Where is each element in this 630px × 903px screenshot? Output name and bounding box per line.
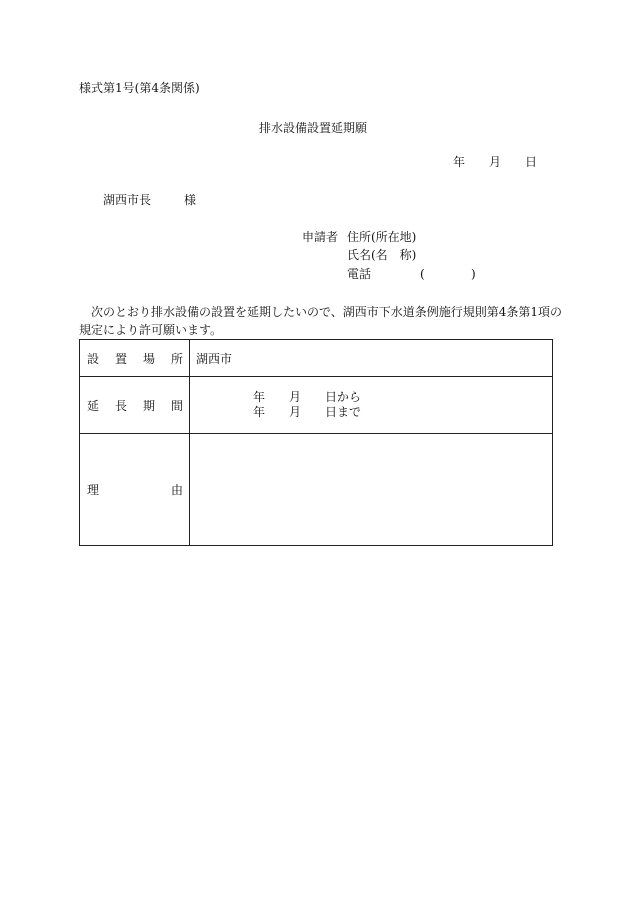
reason-value[interactable] (190, 434, 553, 546)
period-label (80, 377, 190, 434)
location-label-char: 場 (142, 351, 155, 366)
application-table (79, 339, 553, 546)
location-row (80, 340, 553, 377)
date-day: 日 (525, 155, 538, 169)
date-line (453, 155, 537, 169)
location-label-char: 置 (114, 351, 127, 366)
period-to-year: 年 (253, 405, 266, 419)
location-label-char: 設 (87, 351, 100, 366)
period-from (253, 390, 361, 404)
document-title: 排水設備設置延期願 (259, 121, 368, 135)
period-from-day: 日から (325, 390, 362, 404)
form-number: 様式第1号(第4条関係) (79, 81, 200, 95)
phone-paren-close: ) (471, 267, 476, 281)
addressee-name: 湖西市長 (103, 193, 152, 207)
period-to (253, 405, 361, 419)
period-label-char: 期 (142, 398, 155, 413)
applicant-address-label: 住所(所在地) (347, 230, 417, 244)
addressee-honorific: 様 (184, 193, 197, 207)
body-text-line1: 次のとおり排水設備の設置を延期したいので、湖西市下水道条例施行規則第4条第1項の (91, 305, 563, 319)
phone-paren-open: ( (420, 267, 425, 281)
location-label-char: 所 (170, 351, 183, 366)
period-label-char: 長 (114, 398, 127, 413)
period-label-char: 延 (87, 398, 100, 413)
applicant-label: 申請者 (302, 230, 339, 244)
period-from-month: 月 (289, 390, 302, 404)
reason-label-char: 由 (170, 483, 183, 497)
applicant-name-label: 氏名(名 称) (347, 248, 417, 262)
reason-label (80, 434, 190, 546)
period-to-month: 月 (289, 405, 302, 419)
period-row (80, 377, 553, 434)
location-label (80, 340, 190, 377)
period-label-char: 間 (170, 398, 183, 413)
period-to-day: 日まで (325, 405, 362, 419)
date-year: 年 (453, 155, 466, 169)
addressee (103, 193, 196, 207)
period-from-year: 年 (253, 390, 266, 404)
date-month: 月 (489, 155, 502, 169)
applicant-phone-label: 電話 (347, 267, 372, 281)
body-text-line2: 規定により許可願います。 (79, 323, 223, 337)
period-value (190, 377, 553, 434)
location-value: 湖西市 (190, 340, 553, 377)
reason-row (80, 434, 553, 546)
reason-label-char: 理 (87, 483, 100, 497)
